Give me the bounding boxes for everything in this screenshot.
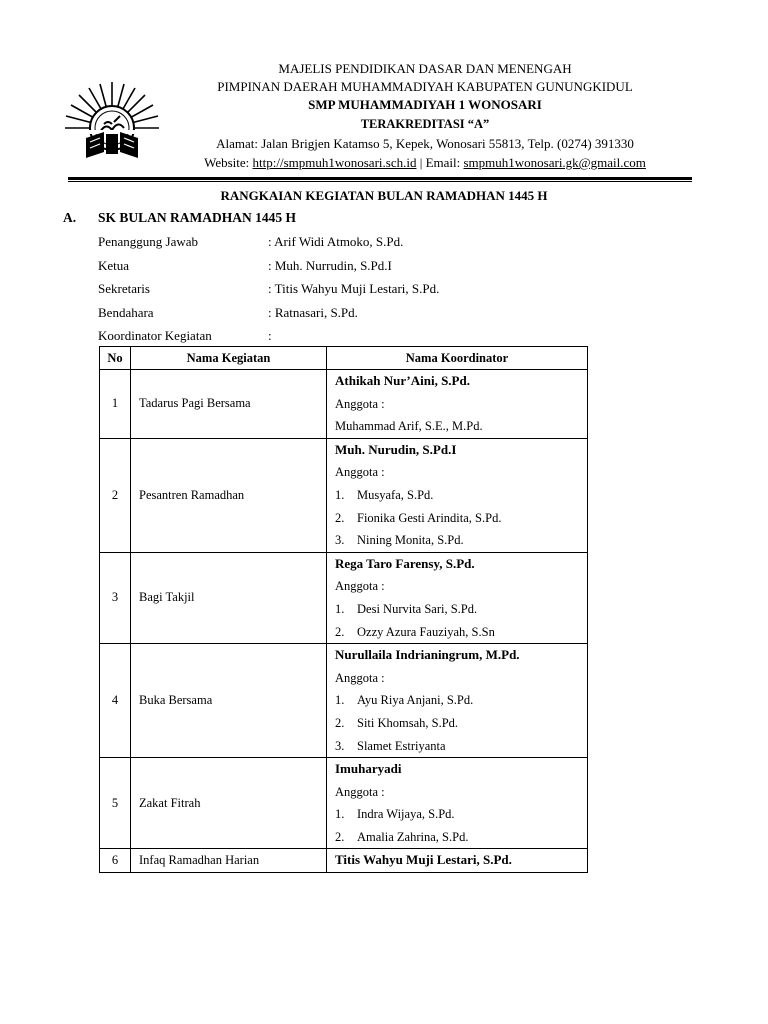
school-name: SMP MUHAMMADIYAH 1 WONOSARI bbox=[308, 97, 542, 112]
member-number: 1. bbox=[335, 807, 345, 822]
official-row bbox=[98, 280, 439, 304]
website-label: Website: bbox=[204, 155, 253, 170]
coordinator-lead: Rega Taro Farensy, S.Pd. bbox=[335, 555, 475, 571]
table-header-row bbox=[100, 347, 588, 370]
member-item bbox=[335, 621, 587, 644]
official-value: : bbox=[268, 328, 272, 343]
member-item bbox=[335, 598, 587, 621]
member-name: Siti Khomsah, S.Pd. bbox=[357, 715, 459, 730]
activity-name: Tadarus Pagi Bersama bbox=[131, 370, 327, 439]
activity-name: Buka Bersama bbox=[131, 644, 327, 758]
document-title: RANGKAIAN KEGIATAN BULAN RAMADHAN 1445 H bbox=[220, 188, 548, 203]
section-number: A. bbox=[63, 210, 77, 225]
coordinator-cell bbox=[327, 849, 588, 873]
coordinator-lead: Imuharyadi bbox=[335, 761, 402, 777]
member-number: 2. bbox=[335, 624, 345, 639]
table-row bbox=[100, 644, 588, 758]
contact-line bbox=[160, 153, 690, 172]
letterhead-rule-thin bbox=[68, 181, 692, 182]
header-activity: Nama Kegiatan bbox=[131, 347, 327, 370]
coordinator-cell bbox=[327, 644, 588, 758]
member-name: Ayu Riya Anjani, S.Pd. bbox=[357, 693, 474, 708]
row-number: 6 bbox=[100, 849, 131, 873]
letterhead-line2: PIMPINAN DAERAH MUHAMMADIYAH KABUPATEN GUNUNGKIDUL bbox=[217, 79, 633, 94]
email-link[interactable]: smpmuh1wonosari.gk@gmail.com bbox=[463, 155, 646, 170]
official-value: : Muh. Nurrudin, S.Pd.I bbox=[268, 257, 392, 273]
section-title: SK BULAN RAMADHAN 1445 H bbox=[98, 210, 297, 225]
letterhead-rule-thick bbox=[68, 177, 692, 180]
members-label: Anggota : bbox=[335, 396, 385, 411]
member-number: 2. bbox=[335, 715, 345, 730]
member-item bbox=[335, 735, 587, 758]
coordinator-lead: Athikah Nur’Aini, S.Pd. bbox=[335, 373, 470, 388]
official-label: Koordinator Kegiatan bbox=[98, 328, 212, 343]
row-number: 5 bbox=[100, 758, 131, 849]
official-row bbox=[98, 257, 439, 281]
member-name: Nining Monita, S.Pd. bbox=[357, 533, 464, 548]
member-item bbox=[335, 415, 587, 438]
website-link[interactable]: http://smpmuh1wonosari.sch.id bbox=[252, 155, 417, 170]
row-number: 1 bbox=[100, 370, 131, 439]
member-name: Desi Nurvita Sari, S.Pd. bbox=[357, 601, 478, 616]
member-item bbox=[335, 507, 587, 530]
official-row bbox=[98, 233, 439, 257]
activities-table bbox=[99, 346, 588, 873]
email-label: | Email: bbox=[416, 155, 464, 170]
coordinator-cell bbox=[327, 438, 588, 552]
member-number: 1. bbox=[335, 693, 345, 708]
official-label: Ketua bbox=[98, 257, 130, 273]
member-name: Indra Wijaya, S.Pd. bbox=[357, 807, 455, 822]
row-number: 4 bbox=[100, 644, 131, 758]
table-row bbox=[100, 849, 588, 873]
member-item bbox=[335, 529, 587, 552]
table-row bbox=[100, 552, 588, 643]
member-item bbox=[335, 826, 587, 849]
activity-name: Pesantren Ramadhan bbox=[131, 438, 327, 552]
coordinator-cell bbox=[327, 758, 588, 849]
member-item bbox=[335, 689, 587, 712]
muhammadiyah-logo-icon bbox=[64, 80, 160, 176]
coordinator-cell bbox=[327, 370, 588, 439]
activity-name: Infaq Ramadhan Harian bbox=[131, 849, 327, 873]
official-value: : Arif Widi Atmoko, S.Pd. bbox=[268, 234, 404, 249]
official-label: Bendahara bbox=[98, 304, 154, 320]
member-item bbox=[335, 712, 587, 735]
letterhead-line1: MAJELIS PENDIDIKAN DASAR DAN MENENGAH bbox=[278, 61, 572, 76]
members-label: Anggota : bbox=[335, 784, 385, 799]
coordinator-lead: Muh. Nurudin, S.Pd.I bbox=[335, 441, 457, 457]
member-number: 1. bbox=[335, 487, 345, 502]
official-value: : Ratnasari, S.Pd. bbox=[268, 304, 358, 320]
member-name: Ozzy Azura Fauziyah, S.Sn bbox=[357, 624, 495, 639]
header-coordinator: Nama Koordinator bbox=[327, 347, 588, 370]
member-name: Musyafa, S.Pd. bbox=[357, 487, 434, 502]
member-item bbox=[335, 484, 587, 507]
letterhead bbox=[160, 59, 690, 172]
member-number: 2. bbox=[335, 829, 345, 844]
member-name: Muhammad Arif, S.E., M.Pd. bbox=[335, 419, 483, 434]
row-number: 3 bbox=[100, 552, 131, 643]
member-number: 3. bbox=[335, 738, 345, 753]
coordinator-lead: Titis Wahyu Muji Lestari, S.Pd. bbox=[335, 852, 512, 868]
official-label: Penanggung Jawab bbox=[98, 234, 199, 249]
coordinator-cell bbox=[327, 552, 588, 643]
member-item bbox=[335, 803, 587, 826]
member-number: 3. bbox=[335, 533, 345, 548]
header-no: No bbox=[100, 347, 131, 370]
official-label: Sekretaris bbox=[98, 281, 150, 296]
activity-name: Zakat Fitrah bbox=[131, 758, 327, 849]
table-row bbox=[100, 370, 588, 439]
activity-name: Bagi Takjil bbox=[131, 552, 327, 643]
members-label: Anggota : bbox=[335, 579, 385, 594]
school-address: Alamat: Jalan Brigjen Katamso 5, Kepek, Wonosari 55813, Telp. (0274) 391330 bbox=[216, 136, 634, 151]
row-number: 2 bbox=[100, 438, 131, 552]
members-label: Anggota : bbox=[335, 670, 385, 685]
official-value: : Titis Wahyu Muji Lestari, S.Pd. bbox=[268, 281, 440, 296]
table-row bbox=[100, 438, 588, 552]
member-name: Amalia Zahrina, S.Pd. bbox=[357, 829, 469, 844]
member-name: Slamet Estriyanta bbox=[357, 738, 446, 753]
officials-list bbox=[98, 233, 439, 351]
section-heading bbox=[63, 210, 296, 226]
members-label: Anggota : bbox=[335, 465, 385, 480]
member-name: Fionika Gesti Arindita, S.Pd. bbox=[357, 510, 502, 525]
coordinator-lead: Nurullaila Indrianingrum, M.Pd. bbox=[335, 647, 520, 663]
member-number: 1. bbox=[335, 601, 345, 616]
official-row bbox=[98, 304, 439, 328]
accreditation: TERAKREDITASI “A” bbox=[360, 117, 490, 131]
member-number: 2. bbox=[335, 510, 345, 525]
table-row bbox=[100, 758, 588, 849]
